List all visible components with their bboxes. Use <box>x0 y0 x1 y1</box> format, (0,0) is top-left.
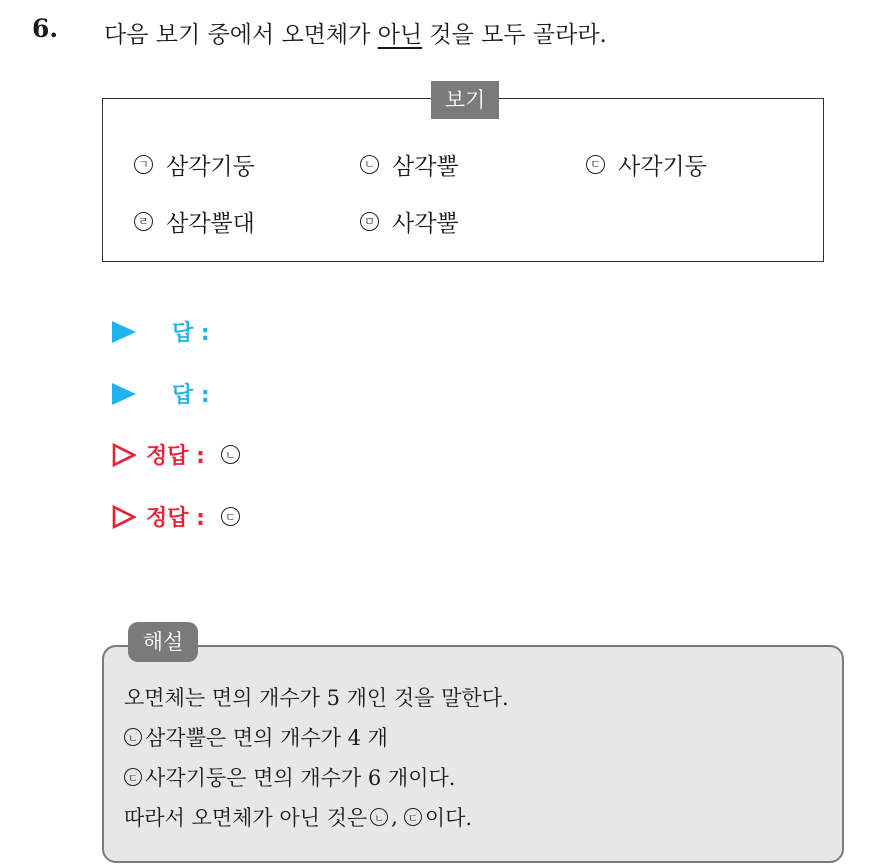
question-number: 6. <box>32 14 59 43</box>
outline-arrow-icon <box>112 505 136 529</box>
explanation-text: 이다. <box>424 806 473 830</box>
question-text-before: 다음 보기 중에서 오면체가 <box>104 22 378 48</box>
circled-mark: ㄴ <box>124 728 142 746</box>
play-arrow-icon <box>112 383 136 405</box>
circled-mark: ㄱ <box>134 155 153 174</box>
explanation-text: 삼각뿔은 면의 개수가 4 개 <box>145 726 388 750</box>
bogi-option <box>586 148 707 181</box>
bogi-option <box>360 148 459 181</box>
circled-mark: ㄴ <box>370 808 388 826</box>
explanation-line <box>124 682 509 712</box>
correct-answer-row <box>112 501 240 532</box>
circled-mark: ㄴ <box>360 155 379 174</box>
explanation-title: 해설 <box>128 622 198 662</box>
outline-arrow-icon <box>112 443 136 467</box>
explanation-separator: , <box>391 805 398 829</box>
answer-label: 답 : <box>172 321 210 346</box>
explanation-line <box>124 722 388 752</box>
bogi-option <box>360 205 459 238</box>
bogi-title: 보기 <box>431 81 499 119</box>
correct-answer-label: 정답 : <box>146 444 205 469</box>
answer-row <box>112 378 210 409</box>
question-text <box>104 16 607 49</box>
circled-mark: ㄹ <box>134 212 153 231</box>
answer-row <box>112 316 210 347</box>
circled-mark: ㄷ <box>586 155 605 174</box>
bogi-option-label: 삼각뿔 <box>392 154 459 180</box>
bogi-option-label: 삼각뿔대 <box>166 211 255 237</box>
question-underlined-word: 아닌 <box>377 22 423 48</box>
explanation-line <box>124 802 472 832</box>
circled-mark: ㄷ <box>404 808 422 826</box>
explanation-line <box>124 762 455 792</box>
bogi-option <box>134 148 255 181</box>
bogi-option-label: 삼각기둥 <box>166 154 255 180</box>
circled-mark: ㄷ <box>124 768 142 786</box>
correct-answer-row <box>112 439 240 470</box>
correct-answer-mark: ㄴ <box>221 445 240 464</box>
explanation-text: 오면체는 면의 개수가 5 개인 것을 말한다. <box>124 686 509 710</box>
circled-mark: ㅁ <box>360 212 379 231</box>
bogi-option-label: 사각기둥 <box>618 154 707 180</box>
question-text-after: 것을 모두 골라라. <box>422 22 607 48</box>
explanation-text: 사각기둥은 면의 개수가 6 개이다. <box>145 766 456 790</box>
correct-answer-mark: ㄷ <box>221 507 240 526</box>
explanation-text: 따라서 오면체가 아닌 것은 <box>124 806 368 830</box>
play-arrow-icon <box>112 321 136 343</box>
correct-answer-label: 정답 : <box>146 506 205 531</box>
answer-label: 답 : <box>172 383 210 408</box>
bogi-option-label: 사각뿔 <box>392 211 459 237</box>
bogi-option <box>134 205 255 238</box>
